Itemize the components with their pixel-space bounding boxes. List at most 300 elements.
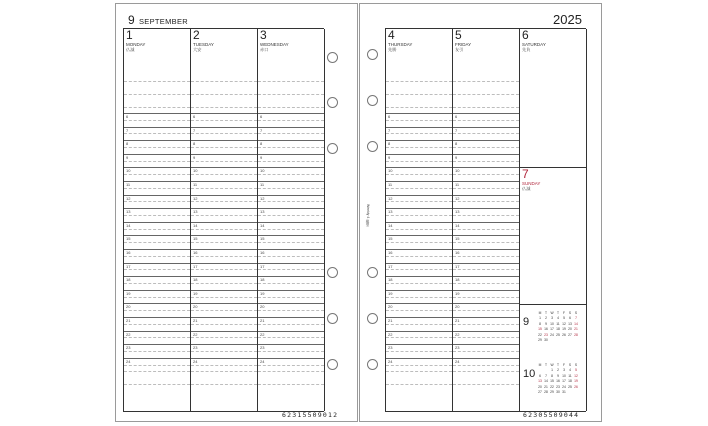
half-hour-line <box>124 365 190 366</box>
half-hour-line <box>124 201 190 202</box>
hour-line <box>191 276 257 277</box>
left-day-grid <box>123 28 324 412</box>
hour-label: 7 <box>455 127 458 133</box>
half-hour-line <box>258 81 324 82</box>
hour-label: 24 <box>260 358 265 364</box>
hour-label: 14 <box>193 222 198 228</box>
calendar-date: 25 <box>568 384 572 389</box>
hour-line <box>258 276 324 277</box>
hour-label: 22 <box>388 331 393 337</box>
mini-calendar-month: 9 <box>523 316 530 328</box>
calendar-date: 7 <box>575 316 577 320</box>
hour-line <box>453 358 519 359</box>
calendar-date: 31 <box>562 390 566 394</box>
hour-line <box>453 154 519 155</box>
hour-label: 8 <box>455 141 458 147</box>
calendar-date: 2 <box>557 368 559 372</box>
calendar-date: 13 <box>568 321 572 326</box>
half-hour-line <box>258 337 324 338</box>
half-hour-line <box>453 161 519 162</box>
calendar-week-row <box>537 385 579 389</box>
calendar-date: 26 <box>574 384 578 389</box>
hour-line <box>386 154 452 155</box>
hour-line <box>124 154 190 155</box>
hour-line <box>191 317 257 318</box>
hour-line <box>386 317 452 318</box>
hour-label: 8 <box>388 141 391 147</box>
hour-label: 18 <box>260 277 265 283</box>
calendar-date: 15 <box>538 327 542 331</box>
hour-line <box>258 344 324 345</box>
hour-line <box>124 167 190 168</box>
hour-label: 19 <box>388 290 393 296</box>
hour-line <box>258 235 324 236</box>
half-hour-line <box>124 107 190 108</box>
half-hour-line <box>258 371 324 372</box>
hour-label: 11 <box>126 182 131 187</box>
day-number: 5 <box>455 29 462 42</box>
hour-label: 9 <box>388 154 391 160</box>
weekday-letter: M <box>538 311 542 315</box>
half-hour-line <box>191 174 257 175</box>
hour-line <box>453 249 519 250</box>
half-hour-line <box>386 371 452 372</box>
weekday-letter: T <box>556 363 559 367</box>
binder-ring-hole <box>327 313 338 324</box>
calendar-date: 7 <box>545 373 547 378</box>
hour-label: 19 <box>455 290 460 296</box>
hour-line <box>386 331 452 332</box>
half-hour-line <box>258 283 324 284</box>
hour-label: 18 <box>126 277 131 283</box>
calendar-date: 28 <box>544 390 548 394</box>
half-hour-line <box>453 351 519 352</box>
half-hour-line <box>386 283 452 284</box>
hour-label: 18 <box>193 277 198 283</box>
calendar-date: 9 <box>545 321 547 326</box>
calendar-date: 1 <box>551 368 553 372</box>
calendar-date: 3 <box>563 368 565 372</box>
hour-label: 10 <box>260 168 265 174</box>
half-hour-line <box>124 310 190 311</box>
hour-label: 12 <box>455 195 460 201</box>
hour-label: 17 <box>388 263 393 269</box>
half-hour-line <box>386 365 452 366</box>
weekday-letter: S <box>574 311 578 315</box>
spine-label: Weekly 4 縦型 <box>366 204 370 227</box>
half-hour-line <box>191 256 257 257</box>
right-page <box>359 3 602 422</box>
half-hour-line <box>191 337 257 338</box>
hour-line <box>258 127 324 128</box>
calendar-date: 12 <box>562 321 566 326</box>
calendar-date: 19 <box>562 327 566 331</box>
binder-ring-hole <box>327 359 338 370</box>
calendar-week-row <box>537 322 579 326</box>
hour-line <box>258 317 324 318</box>
calendar-week-row <box>537 390 579 394</box>
hour-label: 14 <box>126 222 131 228</box>
hour-label: 19 <box>260 290 265 296</box>
hour-label: 23 <box>126 345 131 351</box>
weekday-letter: S <box>568 363 572 367</box>
hour-label: 24 <box>388 358 393 364</box>
hour-line <box>258 140 324 141</box>
calendar-date: 20 <box>568 327 572 331</box>
hour-label: 17 <box>260 263 265 269</box>
calendar-week-row <box>537 316 579 320</box>
hour-label: 22 <box>260 331 265 337</box>
calendar-date: 30 <box>556 390 560 394</box>
hour-label: 23 <box>455 345 460 351</box>
rokuyo-label: 先勝 <box>388 47 397 52</box>
half-hour-line <box>258 256 324 257</box>
calendar-date: 11 <box>556 321 560 326</box>
hour-line <box>258 263 324 264</box>
half-hour-line <box>258 242 324 243</box>
half-hour-line <box>453 201 519 202</box>
calendar-date: 28 <box>574 332 578 337</box>
hour-line <box>191 140 257 141</box>
hour-line <box>453 331 519 332</box>
hour-label: 8 <box>193 141 196 147</box>
calendar-date: 4 <box>569 368 571 372</box>
weekday-letter: M <box>538 363 542 367</box>
calendar-date: 22 <box>538 332 542 337</box>
calendar-date: 23 <box>544 332 548 337</box>
hour-line <box>258 154 324 155</box>
half-hour-line <box>124 371 190 372</box>
month-number: 9 <box>128 13 135 27</box>
rokuyo-label: 仏滅 <box>126 47 135 52</box>
binder-ring-hole <box>327 143 338 154</box>
hour-line <box>191 344 257 345</box>
hour-label: 21 <box>126 318 131 323</box>
calendar-date: 26 <box>562 332 566 337</box>
half-hour-line <box>453 174 519 175</box>
hour-line <box>124 276 190 277</box>
half-hour-line <box>386 384 452 385</box>
hour-line <box>258 208 324 209</box>
calendar-week-row <box>537 338 579 342</box>
half-hour-line <box>258 120 324 121</box>
hour-line <box>258 113 324 114</box>
half-hour-line <box>258 174 324 175</box>
binder-ring-hole <box>367 95 378 106</box>
hour-line <box>386 167 452 168</box>
half-hour-line <box>258 107 324 108</box>
hour-line <box>191 358 257 359</box>
half-hour-line <box>258 133 324 134</box>
hour-label: 9 <box>455 154 458 160</box>
calendar-date: 11 <box>568 373 572 378</box>
hour-line <box>124 344 190 345</box>
year-label: 2025 <box>553 12 582 27</box>
binder-ring-hole <box>327 52 338 63</box>
hour-line <box>191 181 257 182</box>
hour-line <box>386 235 452 236</box>
hour-line <box>453 263 519 264</box>
hour-line <box>386 113 452 114</box>
hour-line <box>386 290 452 291</box>
hour-line <box>386 140 452 141</box>
day-number: 3 <box>260 29 267 42</box>
hour-label: 12 <box>193 195 198 201</box>
hour-line <box>453 195 519 196</box>
hour-line <box>386 249 452 250</box>
half-hour-line <box>124 215 190 216</box>
rokuyo-label: 大安 <box>193 47 202 52</box>
hour-label: 7 <box>193 127 196 133</box>
half-hour-line <box>124 324 190 325</box>
hour-label: 14 <box>388 222 393 228</box>
half-hour-line <box>453 188 519 189</box>
hour-label: 10 <box>193 168 198 174</box>
half-hour-line <box>453 242 519 243</box>
weekday-letter: T <box>556 311 559 315</box>
hour-line <box>453 290 519 291</box>
day-column <box>124 29 191 411</box>
half-hour-line <box>386 174 452 175</box>
half-hour-line <box>124 283 190 284</box>
day-number: 4 <box>388 29 395 42</box>
hour-label: 21 <box>455 318 460 323</box>
calendar-date: 23 <box>556 384 560 389</box>
hour-label: 7 <box>260 127 263 133</box>
weekday-letter: W <box>550 363 554 367</box>
hour-line <box>258 331 324 332</box>
hour-line <box>258 167 324 168</box>
day-column <box>258 29 325 411</box>
calendar-date: 30 <box>544 338 548 342</box>
hour-label: 11 <box>455 182 460 187</box>
calendar-date: 8 <box>539 321 541 326</box>
weekday-letter: F <box>562 311 565 315</box>
hour-line <box>191 222 257 223</box>
hour-line <box>124 263 190 264</box>
half-hour-line <box>191 324 257 325</box>
weekday-letter: T <box>544 363 547 367</box>
half-hour-line <box>453 310 519 311</box>
hour-line <box>124 140 190 141</box>
hour-line <box>453 276 519 277</box>
weekday-letter: T <box>544 311 547 315</box>
hour-line <box>453 222 519 223</box>
hour-label: 6 <box>126 114 129 119</box>
calendar-date: 25 <box>556 332 560 337</box>
day-column <box>453 29 520 411</box>
calendar-date: 17 <box>550 327 554 331</box>
half-hour-line <box>453 215 519 216</box>
calendar-date: 29 <box>550 390 554 394</box>
hour-label: 6 <box>193 114 196 119</box>
hour-label: 20 <box>388 304 393 310</box>
hour-line <box>124 317 190 318</box>
half-hour-line <box>124 297 190 298</box>
hour-label: 9 <box>260 154 263 160</box>
hour-label: 13 <box>260 209 265 215</box>
half-hour-line <box>453 147 519 148</box>
half-hour-line <box>258 161 324 162</box>
calendar-week-row <box>537 368 579 372</box>
hour-line <box>191 127 257 128</box>
half-hour-line <box>258 384 324 385</box>
hour-label: 16 <box>193 250 198 255</box>
half-hour-line <box>453 256 519 257</box>
hour-label: 15 <box>388 236 393 242</box>
weekday-header <box>537 363 579 367</box>
hour-label: 17 <box>455 263 460 269</box>
hour-line <box>191 235 257 236</box>
barcode: 62315509012 <box>282 411 339 419</box>
calendar-date: 15 <box>550 379 554 383</box>
hour-label: 7 <box>126 127 129 133</box>
half-hour-line <box>453 94 519 95</box>
half-hour-line <box>386 120 452 121</box>
hour-label: 14 <box>455 222 460 228</box>
day-number: 7 <box>522 167 529 181</box>
half-hour-line <box>386 81 452 82</box>
half-hour-line <box>124 337 190 338</box>
half-hour-line <box>191 384 257 385</box>
weekday-name: FRIDAY <box>455 42 472 47</box>
hour-label: 15 <box>126 236 131 242</box>
hour-label: 16 <box>455 250 460 255</box>
hour-label: 22 <box>193 331 198 337</box>
binder-ring-hole <box>367 141 378 152</box>
weekend-divider <box>520 167 586 168</box>
half-hour-line <box>191 120 257 121</box>
hour-label: 20 <box>455 304 460 310</box>
hour-line <box>124 303 190 304</box>
half-hour-line <box>258 365 324 366</box>
half-hour-line <box>191 242 257 243</box>
hour-line <box>453 208 519 209</box>
hour-label: 22 <box>126 331 131 337</box>
calendar-date: 27 <box>568 332 572 337</box>
calendar-date: 12 <box>574 373 578 378</box>
calendar-date: 6 <box>539 373 541 378</box>
half-hour-line <box>453 297 519 298</box>
hour-label: 13 <box>455 209 460 215</box>
hour-label: 24 <box>126 358 131 364</box>
hour-label: 10 <box>455 168 460 174</box>
half-hour-line <box>453 337 519 338</box>
hour-line <box>124 208 190 209</box>
half-hour-line <box>386 133 452 134</box>
hour-line <box>124 290 190 291</box>
half-hour-line <box>258 147 324 148</box>
hour-line <box>124 331 190 332</box>
calendar-date: 10 <box>550 321 554 326</box>
hour-line <box>386 344 452 345</box>
calendar-date: 14 <box>574 321 578 326</box>
half-hour-line <box>386 229 452 230</box>
half-hour-line <box>124 229 190 230</box>
half-hour-line <box>124 174 190 175</box>
hour-label: 23 <box>388 345 393 351</box>
half-hour-line <box>386 188 452 189</box>
weekday-header <box>537 311 579 315</box>
half-hour-line <box>386 107 452 108</box>
weekday-name: SUNDAY <box>522 181 541 186</box>
half-hour-line <box>258 215 324 216</box>
hour-line <box>258 303 324 304</box>
hour-label: 21 <box>260 318 265 323</box>
hour-label: 20 <box>126 304 131 310</box>
half-hour-line <box>386 161 452 162</box>
half-hour-line <box>453 107 519 108</box>
day-column <box>191 29 258 411</box>
hour-label: 18 <box>388 277 393 283</box>
hour-line <box>124 113 190 114</box>
hour-line <box>453 113 519 114</box>
hour-line <box>191 195 257 196</box>
calendar-date: 21 <box>544 384 548 389</box>
rokuyo-label: 友引 <box>455 47 464 52</box>
hour-label: 12 <box>388 195 393 201</box>
calendar-date: 21 <box>574 327 578 331</box>
hour-line <box>386 303 452 304</box>
half-hour-line <box>124 94 190 95</box>
calendar-date: 29 <box>538 338 542 342</box>
hour-line <box>191 113 257 114</box>
hour-label: 7 <box>388 127 391 133</box>
hour-label: 9 <box>193 154 196 160</box>
calendar-week-row <box>537 379 579 383</box>
hour-line <box>258 358 324 359</box>
hour-label: 11 <box>193 182 198 187</box>
hour-line <box>386 181 452 182</box>
weekday-name: WEDNESDAY <box>260 42 289 47</box>
hour-line <box>124 222 190 223</box>
hour-line <box>258 249 324 250</box>
half-hour-line <box>386 310 452 311</box>
left-page <box>115 3 358 422</box>
hour-label: 8 <box>126 141 129 147</box>
hour-label: 6 <box>388 114 391 119</box>
half-hour-line <box>386 324 452 325</box>
binder-ring-hole <box>367 267 378 278</box>
hour-line <box>386 195 452 196</box>
hour-line <box>124 358 190 359</box>
calendar-date: 16 <box>556 379 560 383</box>
rokuyo-label: 仏滅 <box>522 186 531 191</box>
half-hour-line <box>124 384 190 385</box>
calendar-date: 19 <box>574 379 578 383</box>
half-hour-line <box>191 310 257 311</box>
hour-line <box>258 222 324 223</box>
hour-label: 22 <box>455 331 460 337</box>
hour-line <box>124 235 190 236</box>
hour-label: 6 <box>260 114 263 119</box>
half-hour-line <box>258 188 324 189</box>
calendar-date: 9 <box>557 373 559 378</box>
calendar-date: 5 <box>563 316 565 320</box>
calendar-date: 4 <box>557 316 559 320</box>
month-name: SEPTEMBER <box>139 17 188 26</box>
half-hour-line <box>258 229 324 230</box>
rokuyo-label: 赤口 <box>260 47 269 52</box>
hour-label: 16 <box>126 250 131 255</box>
half-hour-line <box>386 94 452 95</box>
hour-line <box>386 208 452 209</box>
barcode: 62305509044 <box>523 411 580 419</box>
hour-line <box>386 127 452 128</box>
hour-line <box>258 290 324 291</box>
half-hour-line <box>258 310 324 311</box>
hour-line <box>258 181 324 182</box>
